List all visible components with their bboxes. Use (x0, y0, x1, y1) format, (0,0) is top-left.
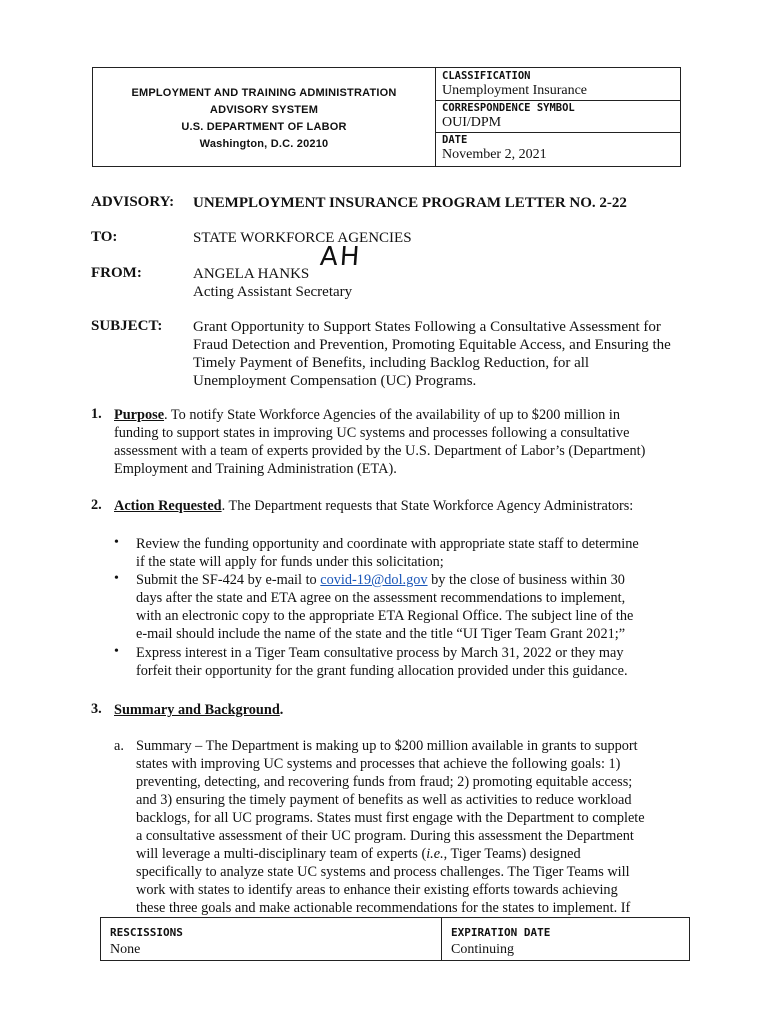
paragraph-text: , Tiger Teams) designed (443, 846, 581, 862)
heading-period: . (279, 702, 284, 718)
section-1-first-line (114, 406, 620, 424)
advisory-value: UNEMPLOYMENT INSURANCE PROGRAM LETTER NO. 2-22 (193, 195, 627, 211)
classification-block (436, 68, 680, 166)
section-heading: Purpose (114, 407, 165, 423)
email-link[interactable]: covid-19@dol.gov (320, 572, 428, 588)
advisory-label: ADVISORY: (91, 194, 175, 210)
agency-address: Washington, D.C. 20210 (199, 138, 329, 150)
bullet-line: e-mail should include the name of the state and the title “UI Tiger Team Grant 2021;” (136, 626, 626, 642)
rescissions-value: None (110, 942, 141, 957)
classification-value: Unemployment Insurance (442, 83, 588, 98)
bullet-line: days after the state and ETA agree on the assessment recommendations to implement, (136, 590, 626, 606)
paragraph-line: these three goals and make actionable recommendations for the states to implement. If (136, 900, 631, 916)
subject-line: Unemployment Compensation (UC) Programs. (193, 373, 477, 389)
italic-text: i.e. (426, 846, 444, 862)
bullet-line: Express interest in a Tiger Team consultative process by March 31, 2022 or they may (136, 645, 624, 661)
bullet-text: Submit the SF-424 by e-mail to (136, 572, 321, 588)
paragraph-line: assessment with a team of experts provided by the U.S. Department of Labor’s (Department) (114, 443, 646, 459)
paragraph-line: specifically to analyze state UC systems and process challenges. The Tiger Teams will (136, 864, 630, 880)
paragraph-line: Employment and Training Administration (ETA). (114, 461, 397, 477)
bullet-line: forfeit their opportunity for the grant funding allocation provided under this guidance. (136, 663, 628, 679)
bullet-line: if the state will apply for funds under this solicitation; (136, 554, 444, 570)
rescissions-cell (101, 918, 442, 960)
date-label: DATE (442, 134, 468, 146)
correspondence-symbol-label: CORRESPONDENCE SYMBOL (442, 102, 575, 114)
bullet-line: with an electronic copy to the appropriate ETA Regional Office. The subject line of the (136, 608, 634, 624)
rescissions-label: RESCISSIONS (110, 926, 183, 939)
advisory-system-label: ADVISORY SYSTEM (209, 104, 319, 116)
paragraph-line (136, 845, 581, 863)
section-heading: Action Requested (114, 498, 222, 514)
footer-box (100, 917, 690, 961)
divider (436, 100, 680, 101)
to-label: TO: (91, 229, 118, 245)
section-number: 2. (91, 497, 102, 513)
from-title: Acting Assistant Secretary (193, 284, 353, 300)
paragraph-line: preventing, detecting, and recovering funds from fraud; 2) promoting equitable access; (136, 774, 633, 790)
section-2-first-line (114, 497, 633, 515)
paragraph-line: Summary – The Department is making up to $200 million available in grants to support (136, 738, 638, 754)
bullet-icon: • (114, 644, 119, 659)
to-value: STATE WORKFORCE AGENCIES (193, 230, 412, 246)
paragraph-text: will leverage a multi-disciplinary team of experts ( (136, 846, 427, 862)
expiration-date-value: Continuing (451, 942, 515, 957)
section-number: 3. (91, 701, 102, 717)
correspondence-symbol-value: OUI/DPM (442, 115, 502, 130)
bullet-line (136, 571, 625, 589)
section-heading: Summary and Background (114, 702, 280, 718)
bullet-line: Review the funding opportunity and coordinate with appropriate state staff to determine (136, 536, 639, 552)
subject-line: Grant Opportunity to Support States Following a Consultative Assessment for (193, 319, 661, 335)
divider (436, 132, 680, 133)
section-text: . To notify State Workforce Agencies of the availability of up to $200 million in (164, 407, 620, 423)
bullet-icon: • (114, 571, 119, 586)
section-3-heading-line (114, 701, 283, 719)
paragraph-line: and 3) ensuring the timely payment of benefits as well as activities to reduce workload (136, 792, 632, 808)
paragraph-line: states with improving UC systems and processes that achieve the following goals: 1) (136, 756, 621, 772)
bullet-text: by the close of business within 30 (427, 572, 625, 588)
advisory-header-box (92, 67, 681, 167)
subject-label: SUBJECT: (91, 318, 163, 334)
subject-line: Timely Payment of Benefits, including Backlog Reduction, for all (193, 355, 590, 371)
from-name: ANGELA HANKS (193, 266, 310, 282)
paragraph-line: backlogs, for all UC programs. States must first engage with the Department to complete (136, 810, 645, 826)
from-label: FROM: (91, 265, 142, 281)
section-number: 1. (91, 406, 102, 422)
agency-block (93, 68, 436, 166)
paragraph-line: a consultative assessment of their UC program. During this assessment the Department (136, 828, 634, 844)
department-name: U.S. DEPARTMENT OF LABOR (181, 121, 347, 133)
section-text: . The Department requests that State Workforce Agency Administrators: (221, 498, 634, 514)
agency-name: EMPLOYMENT AND TRAINING ADMINISTRATION (131, 87, 397, 99)
paragraph-line: work with states to identify areas to enhance their existing efforts towards achieving (136, 882, 618, 898)
expiration-date-label: EXPIRATION DATE (451, 926, 551, 939)
signature-initials: AH (318, 242, 363, 272)
expiration-cell (442, 918, 689, 960)
bullet-icon: • (114, 535, 119, 550)
subsection-marker: a. (114, 738, 124, 754)
classification-label: CLASSIFICATION (442, 70, 531, 82)
paragraph-line: funding to support states in improving UC systems and processes following a consultative (114, 425, 630, 441)
subject-line: Fraud Detection and Prevention, Promoting Equitable Access, and Ensuring the (193, 337, 671, 353)
date-value: November 2, 2021 (442, 147, 547, 162)
